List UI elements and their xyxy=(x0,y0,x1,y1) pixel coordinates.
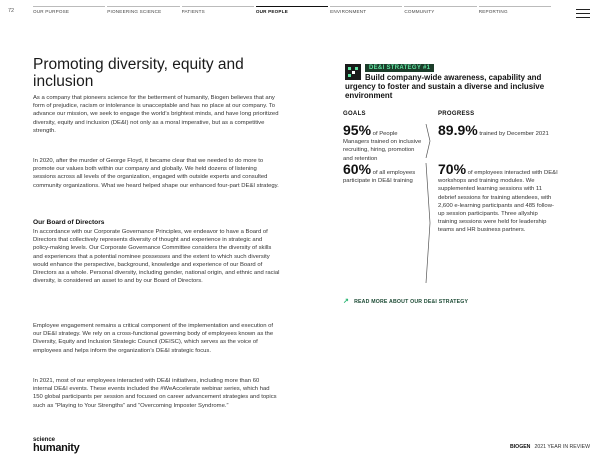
floyd-paragraph: In 2020, after the murder of George Floyd, it became clear that we needed to do more to promote our values both within our company and globally. We held dozens of listening sessions across all levels of the organization, engaged with outside experts and consulted community organizations. What we heard helped shape our enhanced four-part DE&I strategy. xyxy=(33,158,279,189)
board-heading: Our Board of Directors xyxy=(33,219,105,226)
nav-item-environment[interactable]: ENVIRONMENT xyxy=(330,6,402,14)
page-number: 72 xyxy=(8,8,15,14)
nav-item-reporting[interactable]: REPORTING xyxy=(479,6,551,14)
goal-1-value: 95% xyxy=(343,122,372,138)
bracket-icon xyxy=(425,124,431,158)
nav-item-patients[interactable]: PATIENTS xyxy=(182,6,254,14)
nav-item-pioneering-science[interactable]: PIONEERING SCIENCE xyxy=(107,6,179,14)
progress-2: 70% of employees interacted with DE&I workshops and training modules. We supplemented learning sessions with 11 debrief sessions for training attendees, with 2,600 e-learning participants and 485 follow-up session participants. Three allyship training sessions were held for leadership teams and HR business partners. xyxy=(438,161,558,234)
progress-1: 89.9% trained by December 2021 xyxy=(438,122,549,138)
goal-1: 95% of People Managers trained on inclusive recruiting, hiring, promotion and retention xyxy=(343,122,422,162)
engagement-paragraph: Employee engagement remains a critical component of the implementation and execution of our DE&I strategy. We rely on a cross-functional governing body of employees known as the Diversity, Equity and Inclusion Strategic Council (DEISC), which serves as the voice of employees and helps inform the organization’s DE&I strategic focus. xyxy=(33,323,274,354)
footer-brand: BIOGEN xyxy=(509,444,531,450)
initiatives-paragraph: In 2021, most of our employees interacted with DE&I initiatives, including more than 60 internal DE&I events. These events included the #WeAccelerate webinar series, which had 150 global participants per session and focused on career advancement strategies and topics such as “Playing to Your Strengths” and “Overcoming Imposter Syndrome.” xyxy=(33,378,277,409)
nav-item-our-purpose[interactable]: OUR PURPOSE xyxy=(33,6,105,14)
bracket-icon xyxy=(425,163,431,283)
nav-item-our-people[interactable]: OUR PEOPLE xyxy=(256,6,328,14)
top-nav xyxy=(0,6,600,20)
science-humanity-logo: science humanity xyxy=(33,437,80,454)
arrow-up-right-icon: ↗ xyxy=(343,298,350,305)
progress-2-value: 70% xyxy=(438,161,467,177)
read-more-link[interactable]: ↗ READ MORE ABOUT OUR DE&I STRATEGY xyxy=(343,298,469,305)
progress-label: PROGRESS xyxy=(438,111,475,117)
footer-report xyxy=(510,444,590,450)
menu-icon[interactable] xyxy=(576,9,590,21)
progress-1-value: 89.9% xyxy=(438,122,478,138)
board-paragraph: In accordance with our Corporate Governance Principles, we endeavor to have a Board of Directors that collectively represents diversity of thought and experience in strategic and policy-making levels. Our Corporate Governance Committee considers the diversity of skills and experiences that a potential nominee possesses and the extent to which such diversity would enhance the perspective, background, knowledge and experience of our Board of Directors as a whole. Personal diversity, including gender, national origin, and ethnic and racial diversity, is considered an asset to and by our Board of Directors. xyxy=(33,229,280,285)
page-title: Promoting diversity, equity and inclusion xyxy=(33,56,244,90)
goal-2: 60% of all employees participate in DE&I training xyxy=(343,161,416,185)
goal-2-value: 60% xyxy=(343,161,372,177)
goals-label: GOALS xyxy=(343,111,366,117)
intro-paragraph: As a company that pioneers science for the betterment of humanity, Biogen believes that any form of prejudice, racism or intolerance is unacceptable and has no place at our company. To advance our mission, we seek to engage the world’s brightest minds, and have long prioritized diversity, equity and inclusion (DE&I) not only as a moral imperative, but as a competitive strength. xyxy=(33,95,279,134)
strategy-title: Build company-wide awareness, capability and urgency to foster and sustain a diverse and inclusive environment xyxy=(345,73,545,100)
nav-item-community[interactable]: COMMUNITY xyxy=(404,6,476,14)
footer-report-title: 2021 YEAR IN REVIEW xyxy=(534,444,590,450)
strategy-badge: DE&I STRATEGY #1 xyxy=(365,64,434,72)
